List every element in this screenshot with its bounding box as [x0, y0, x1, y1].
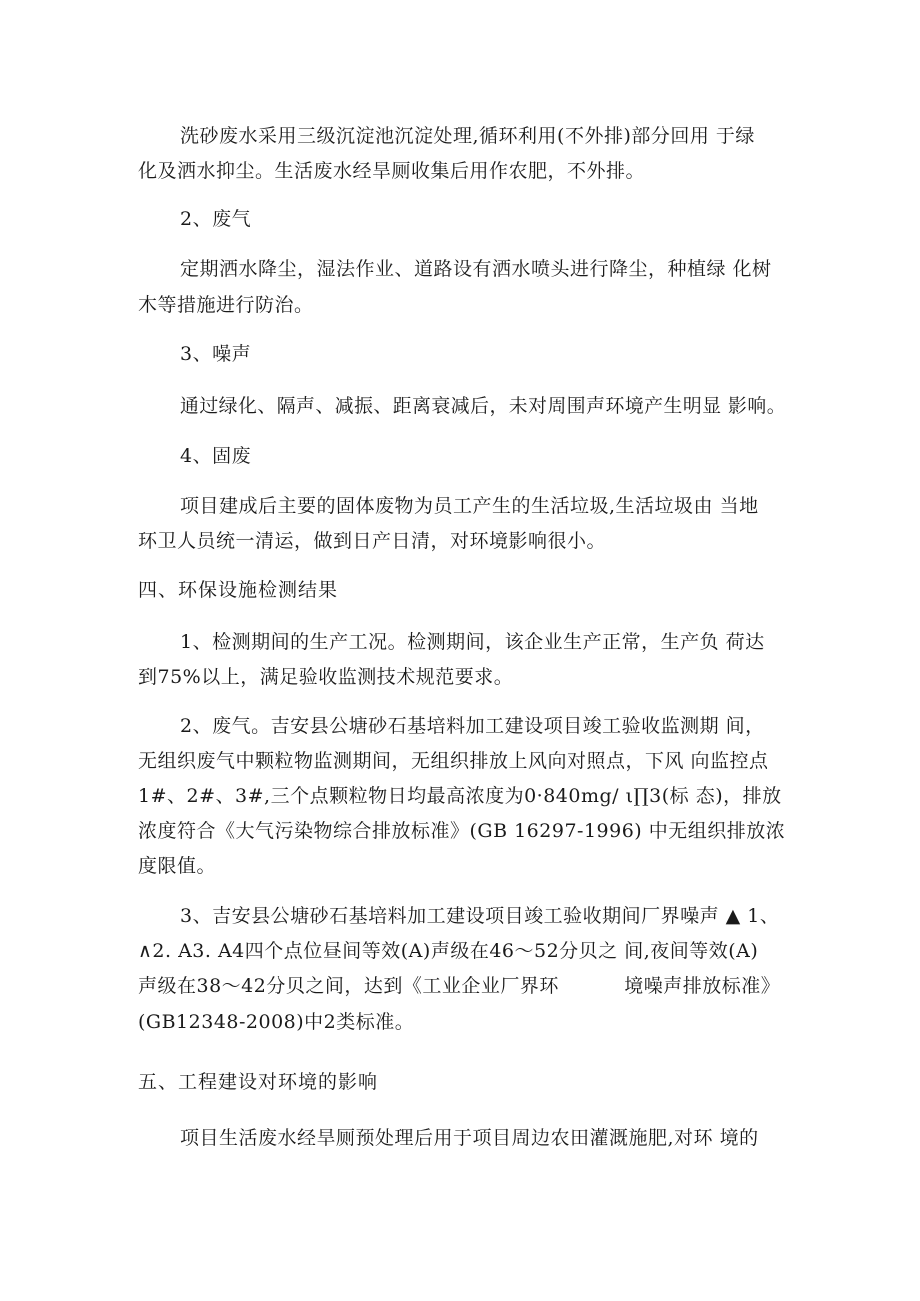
paragraph-solid-waste-line-2: 环卫人员统一清运，做到日产日清，对环境影响很小。	[138, 530, 607, 552]
paragraph-gas-result-line-5: 度限值。	[138, 855, 217, 877]
paragraph-dust-line-2: 木等措施进行防治。	[138, 294, 314, 316]
paragraph-gas-result-line-1: 2、废气。吉安县公塘砂石基培料加工建设项目竣工验收监测期 间，	[180, 715, 765, 737]
paragraph-solid-waste-line-1: 项目建成后主要的固体废物为员工产生的生活垃圾,生活垃圾由 当地	[180, 495, 759, 517]
paragraph-noise-result-line-4: (GB12348-2008)中2类标准。	[138, 1011, 415, 1033]
subheading-solid-waste: 4、固废	[180, 445, 252, 467]
subheading-noise: 3、噪声	[180, 343, 252, 365]
paragraph-washing-wastewater-line-2: 化及洒水抑尘。生活废水经旱厕收集后用作农肥，不外排。	[138, 160, 646, 182]
section-heading-5: 五、工程建设对环境的影响	[138, 1071, 379, 1093]
section-heading-4: 四、环保设施检测结果	[138, 579, 339, 601]
paragraph-washing-wastewater-line-1: 洗砂废水采用三级沉淀池沉淀处理,循环利用(不外排)部分回用 于绿	[180, 125, 755, 147]
subheading-waste-gas: 2、废气	[180, 208, 252, 230]
paragraph-conditions-line-1: 1、检测期间的生产工况。检测期间，该企业生产正常，生产负 荷达	[180, 631, 765, 653]
paragraph-noise: 通过绿化、隔声、减振、距离衰减后，未对周围声环境产生明显 影响。	[180, 395, 787, 417]
paragraph-noise-result-line-3: 声级在38～42分贝之间，达到《工业企业厂界环 境噪声排放标准》	[138, 975, 781, 997]
paragraph-gas-result-line-4: 浓度符合《大气污染物综合排放标准》(GB 16297-1996) 中无组织排放浓	[138, 820, 786, 842]
paragraph-noise-result-line-2: ∧2. A3. A4四个点位昼间等效(A)声级在46～52分贝之 间,夜间等效(A)	[138, 940, 759, 962]
paragraph-impact-line-1: 项目生活废水经旱厕预处理后用于项目周边农田灌溉施肥,对环 境的	[180, 1127, 759, 1149]
paragraph-gas-result-line-3: 1#、2#、3#,三个点颗粒物日均最高浓度为0·840mg/ ι∏3(标 态)，排放	[138, 785, 782, 807]
paragraph-dust-line-1: 定期洒水降尘，湿法作业、道路设有洒水喷头进行降尘，种植绿 化树	[180, 258, 772, 280]
paragraph-noise-result-line-1: 3、吉安县公塘砂石基培料加工建设项目竣工验收期间厂界噪声 ▲ 1、	[180, 905, 780, 927]
paragraph-conditions-line-2: 到75%以上，满足验收监测技术规范要求。	[138, 666, 514, 688]
paragraph-gas-result-line-2: 无组织废气中颗粒物监测期间，无组织排放上风向对照点，下风 向监控点	[138, 750, 769, 772]
